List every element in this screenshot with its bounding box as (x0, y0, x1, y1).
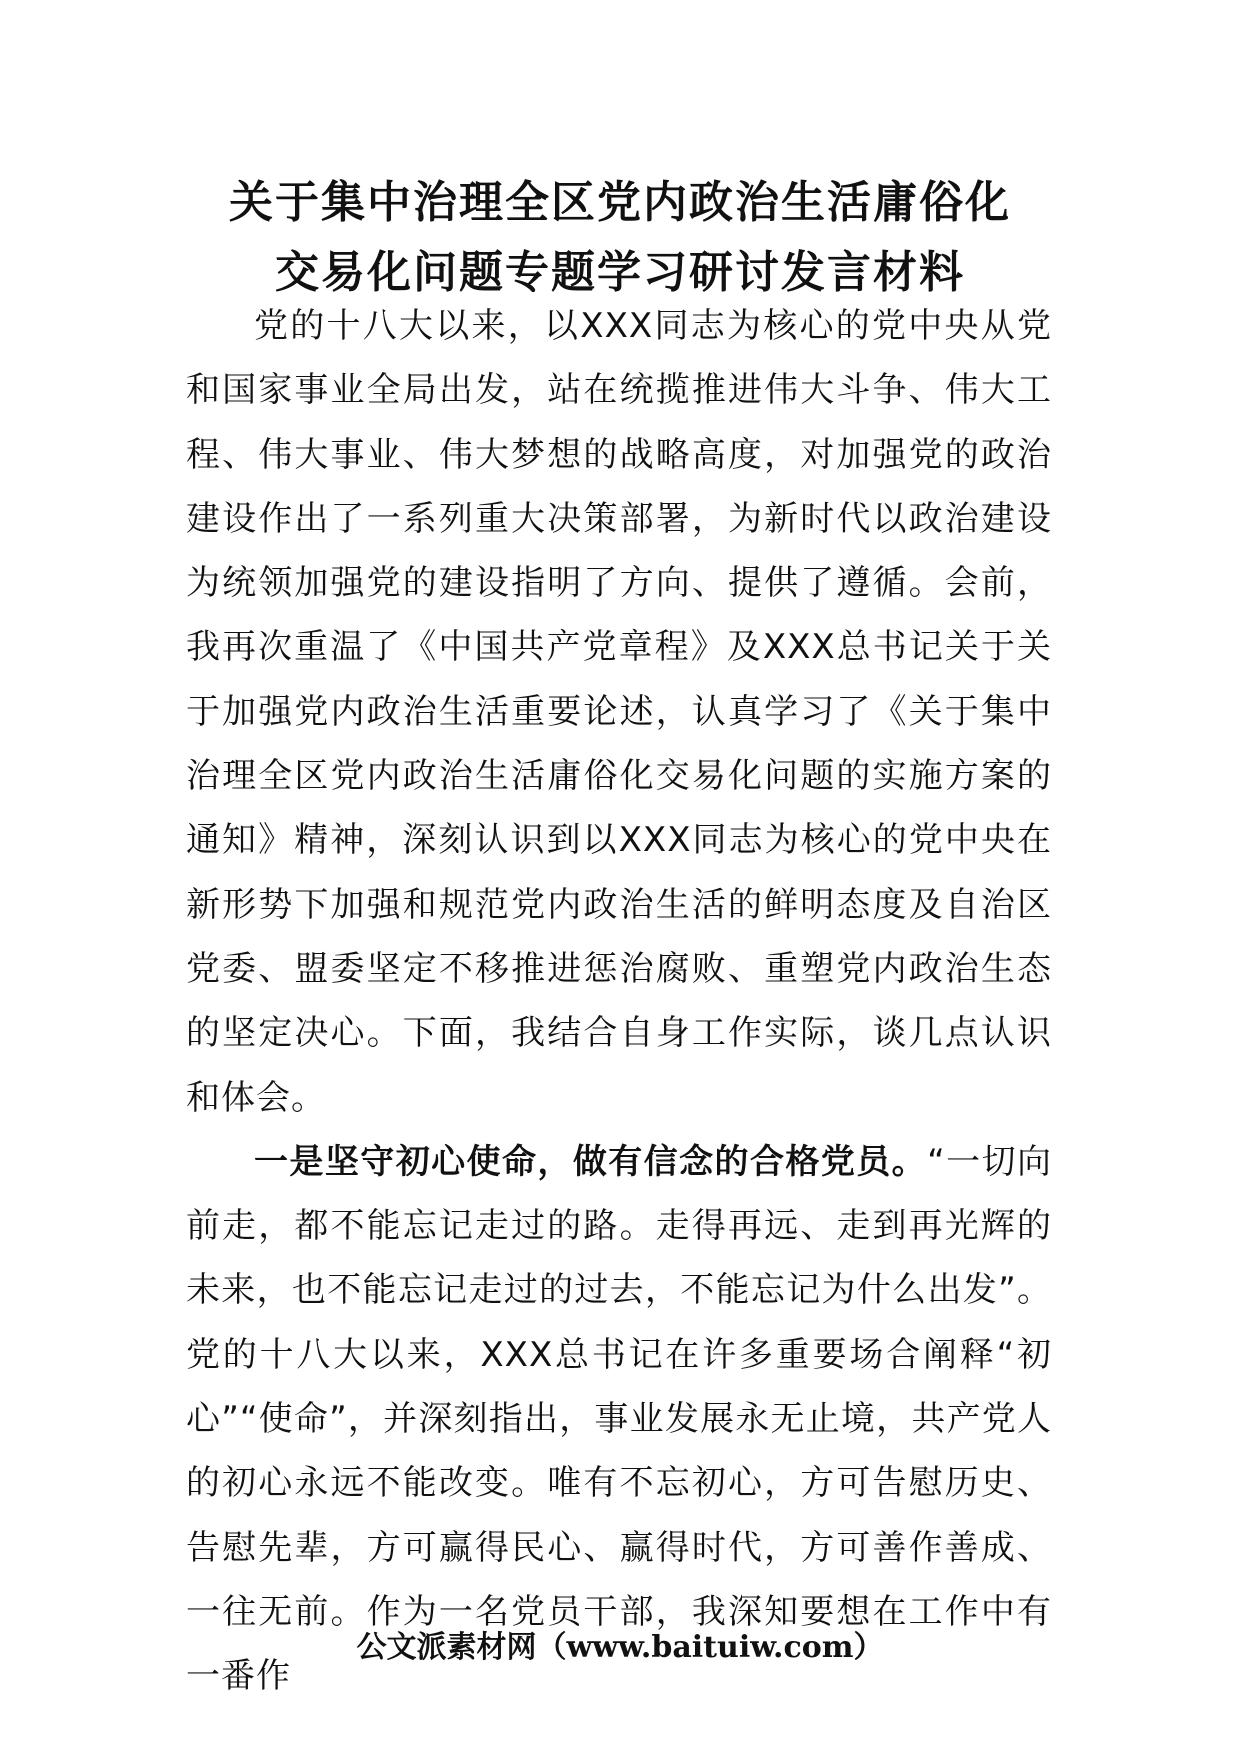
paragraph-2-lead: 一是坚守初心使命，做有信念的合格党员。 (254, 1141, 928, 1182)
paragraph-2-text: “一切向前走，都不能忘记走过的路。走得再远、走到再光辉的未来，也不能忘记走过的过去，不能忘记为什么出发”。党的十八大以来，XXX总书记在许多重要场合阐释“初心”“使命”，并深刻指出，事业发展永无止境，共产党人的初心永远不能改变。唯有不忘初心，方可告慰历史、告慰先辈，方可赢得民心、赢得时代，方可善作善成、一往无前。作为一名党员干部，我深知要想在工作中有一番作 (186, 1141, 1053, 1697)
paragraph-2 (186, 1130, 1052, 1709)
paragraph-1: 党的十八大以来，以XXX同志为核心的党中央从党和国家事业全局出发，站在统揽推进伟大斗争、伟大工程、伟大事业、伟大梦想的战略高度，对加强党的政治建设作出了一系列重大决策部署，为新时代以政治建设为统领加强党的建设指明了方向、提供了遵循。会前，我再次重温了《中国共产党章程》及XXX总书记关于关于加强党内政治生活重要论述，认真学习了《关于集中治理全区党内政治生活庸俗化交易化问题的实施方案的通知》精神，深刻认识到以XXX同志为核心的党中央在新形势下加强和规范党内政治生活的鲜明态度及自治区党委、盟委坚定不移推进惩治腐败、重塑党内政治生态的坚定决心。下面，我结合自身工作实际，谈几点认识和体会。 (186, 306, 1052, 1118)
document-body (186, 294, 1052, 1709)
title-line-2: 交易化问题专题学习研讨发言材料 (275, 247, 965, 298)
document-title (160, 168, 1080, 308)
footer-watermark: 公文派素材网（www.baituiw.com） (356, 1630, 884, 1665)
title-line-1: 关于集中治理全区党内政治生活庸俗化 (229, 177, 1011, 228)
